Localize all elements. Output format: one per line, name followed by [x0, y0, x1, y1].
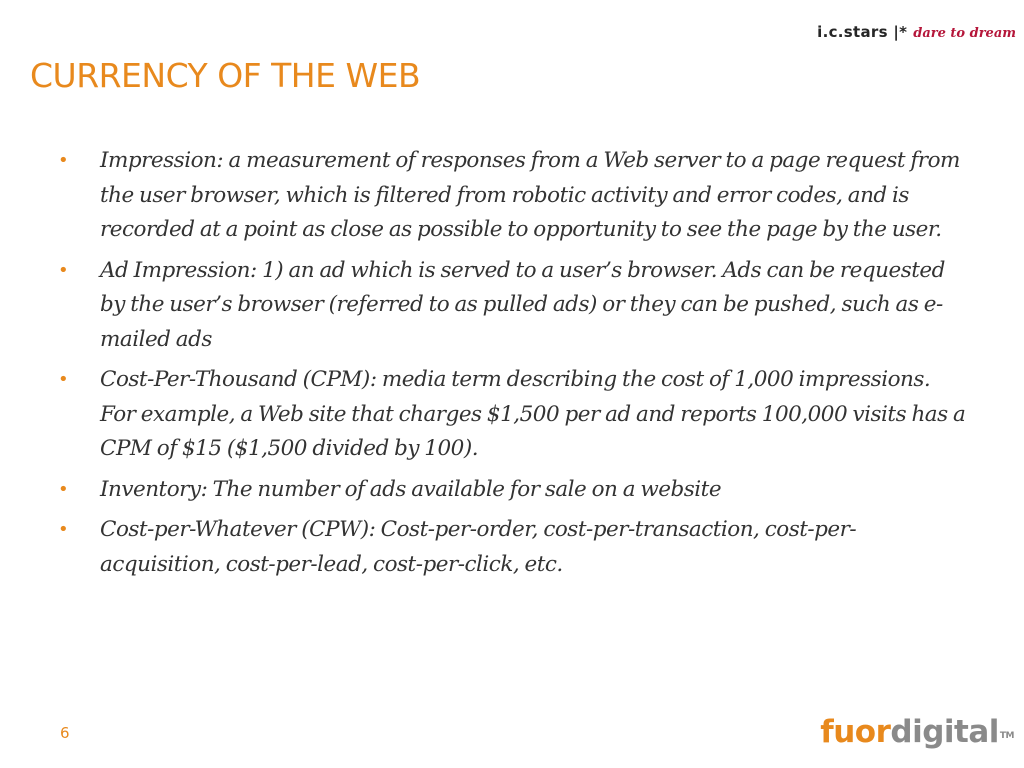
bullet-text: Ad Impression: 1) an ad which is served to a user’s browser. Ads can be requested by the user’s browser (referred to as pulled ads) or they can be pushed, such as e-mailed ads: [100, 257, 945, 352]
bullet-item-impression: [58, 144, 968, 248]
bullet-list: [58, 144, 968, 588]
bullet-marker: •: [58, 478, 69, 500]
slide-title: CURRENCY OF THE WEB: [30, 56, 421, 95]
bullet-marker: •: [58, 150, 69, 171]
logo-text-fuor: fuor: [820, 714, 891, 750]
bullet-item-inventory: [58, 473, 968, 508]
bullet-text: Cost-per-Whatever (CPW): Cost-per-order, cost-per-transaction, cost-per-acquisition, cost-per-lead, cost-per-click, etc.: [100, 517, 857, 577]
brand-name: i.c.stars |*: [817, 23, 908, 41]
bullet-text: Inventory: The number of ads available for sale on a website: [100, 476, 722, 502]
fuordigital-logo: [820, 712, 1014, 752]
bullet-marker: •: [58, 369, 69, 390]
bullet-marker: •: [58, 519, 69, 540]
bullet-marker: •: [58, 259, 69, 281]
page-number: 6: [60, 724, 70, 742]
bullet-item-cpm: [58, 363, 968, 467]
bullet-text: Cost-Per-Thousand (CPM): media term describing the cost of 1,000 impressions. For example, a Web site that charges $1,500 per ad and reports 100,000 visits has a CPM of $15 ($1,500 divided by 100).: [100, 367, 966, 461]
logo-text-digital: digital: [890, 714, 999, 750]
bullet-item-ad-impression: [58, 254, 968, 358]
header-brand: [817, 20, 1016, 46]
bullet-item-cpw: [58, 513, 968, 582]
brand-tagline: dare to dream: [913, 26, 1016, 41]
logo-trademark: TM: [999, 731, 1014, 741]
bullet-text: Impression: a measurement of responses from a Web server to a page request from the user browser, which is filtered from robotic activity and error codes, and is recorded at a point as close as possible to opportunity to see the page by the user.: [100, 148, 960, 242]
